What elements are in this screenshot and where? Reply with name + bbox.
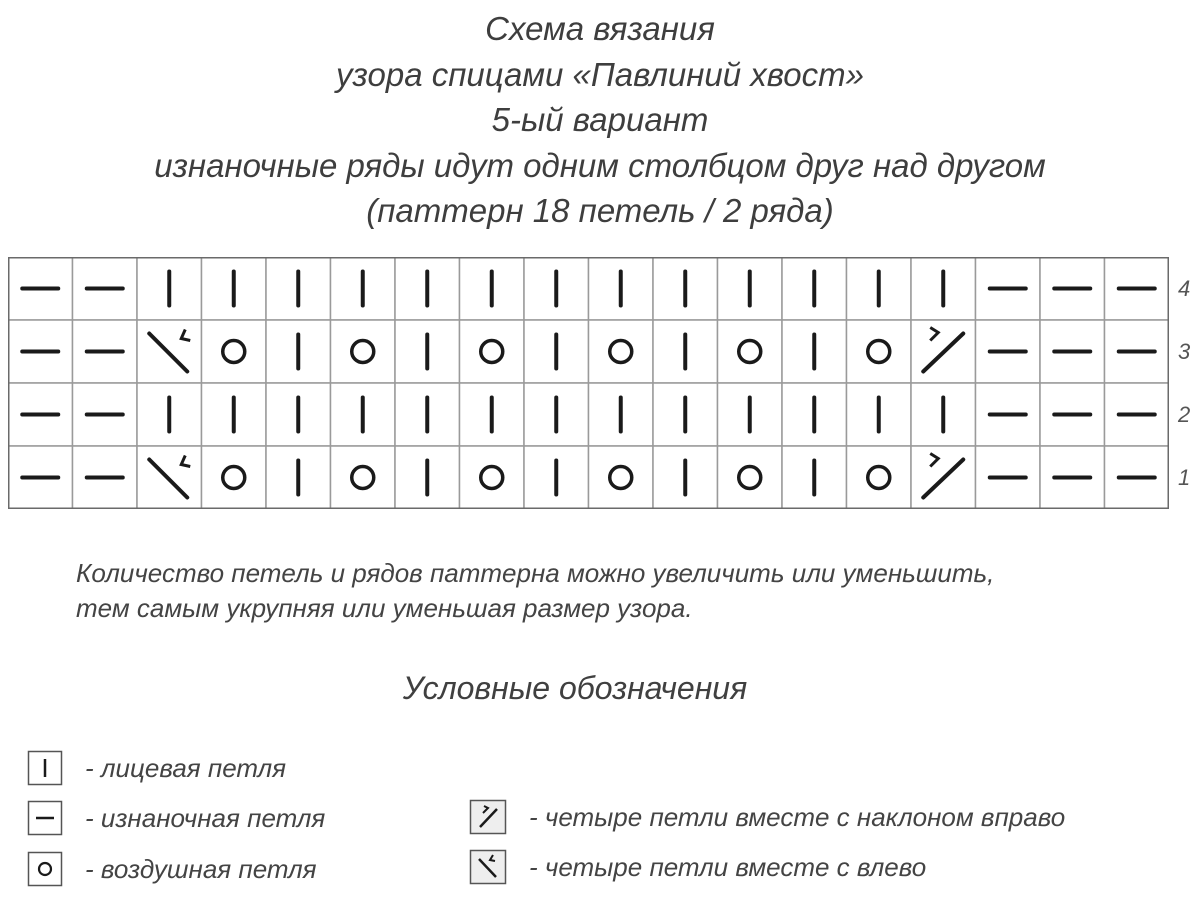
legend-label-four-together-right: - четыре петли вместе с наклоном вправо <box>529 802 1066 832</box>
chart-cell-yarn-over <box>202 320 267 383</box>
chart-cell-yarn-over <box>460 320 525 383</box>
title-line-1: Схема вязания <box>485 10 715 47</box>
chart-cell-knit-stitch <box>202 383 267 446</box>
note-line-2: тем самым укрупняя или уменьшая размер узора. <box>76 593 693 623</box>
knitting-chart-grid <box>8 257 1169 509</box>
chart-cell-knit-stitch <box>524 257 589 320</box>
chart-cell-yarn-over <box>331 320 396 383</box>
chart-cell-knit-stitch <box>718 257 783 320</box>
chart-cell-knit-stitch <box>266 257 331 320</box>
chart-cell-knit-stitch <box>847 383 912 446</box>
chart-cell-purl-stitch <box>73 320 138 383</box>
chart-cell-knit-stitch <box>266 383 331 446</box>
chart-cell-yarn-over <box>589 446 654 509</box>
chart-cell-knit-stitch <box>137 383 202 446</box>
chart-cell-purl-stitch <box>8 257 73 320</box>
four-together-right-icon <box>469 799 507 835</box>
chart-cell-knit-stitch <box>202 257 267 320</box>
chart-cell-knit-stitch <box>137 257 202 320</box>
chart-cell-purl-stitch <box>73 257 138 320</box>
chart-cell-knit-stitch <box>395 446 460 509</box>
chart-cell-knit-stitch <box>395 320 460 383</box>
chart-cell-knit-stitch <box>911 257 976 320</box>
chart-cell-knit-stitch <box>653 383 718 446</box>
row-number-3: 3 <box>1178 339 1191 364</box>
row-number-1: 1 <box>1178 465 1191 490</box>
chart-cell-purl-stitch <box>976 446 1041 509</box>
chart-cell-yarn-over <box>331 446 396 509</box>
legend-item-yarn-over <box>27 851 407 887</box>
chart-cell-purl-stitch <box>1105 446 1170 509</box>
chart-cell-knit-stitch <box>331 257 396 320</box>
legend-item-four-together-right <box>469 799 1169 835</box>
legend-label-yarn-over: - воздушная петля <box>85 854 317 884</box>
title-line-4: изнаночные ряды идут одним столбцом друг над другом <box>154 146 1046 184</box>
chart-cell-knit-stitch <box>266 320 331 383</box>
chart-cell-four-together-right <box>911 320 976 383</box>
chart-cell-knit-stitch <box>782 446 847 509</box>
chart-cell-knit-stitch <box>589 257 654 320</box>
legend-label-purl: - изнаночная петля <box>85 803 326 833</box>
chart-cell-knit-stitch <box>395 257 460 320</box>
note-line-1: Количество петель и рядов паттерна можно увеличить или уменьшить, <box>76 558 995 588</box>
chart-cell-purl-stitch <box>976 383 1041 446</box>
four-together-left-icon <box>469 849 507 885</box>
chart-cell-knit-stitch <box>847 257 912 320</box>
chart-cell-knit-stitch <box>653 446 718 509</box>
chart-cell-knit-stitch <box>589 383 654 446</box>
chart-cell-purl-stitch <box>1040 320 1105 383</box>
row-number-4: 4 <box>1178 276 1191 301</box>
legend-title: Условные обозначения <box>402 670 748 706</box>
row-number-2: 2 <box>1178 402 1191 427</box>
yarn-over-icon <box>27 851 63 887</box>
knit-stitch-icon <box>27 750 63 786</box>
chart-cell-purl-stitch <box>1040 446 1105 509</box>
chart-cell-purl-stitch <box>8 383 73 446</box>
legend-item-purl <box>27 800 407 836</box>
chart-cell-yarn-over <box>202 446 267 509</box>
pattern-note <box>76 556 1176 626</box>
chart-cell-purl-stitch <box>976 257 1041 320</box>
chart-cell-purl-stitch <box>8 320 73 383</box>
chart-cell-yarn-over <box>718 320 783 383</box>
chart-cell-purl-stitch <box>8 446 73 509</box>
chart-title <box>0 6 1200 234</box>
purl-stitch-icon <box>27 800 63 836</box>
chart-cell-knit-stitch <box>782 320 847 383</box>
legend-item-four-together-left <box>469 849 1169 885</box>
chart-cell-yarn-over <box>589 320 654 383</box>
chart-cell-knit-stitch <box>911 383 976 446</box>
chart-cell-purl-stitch <box>1105 383 1170 446</box>
chart-cell-yarn-over <box>847 320 912 383</box>
chart-cell-purl-stitch <box>73 383 138 446</box>
legend-label-four-together-left: - четыре петли вместе с влево <box>529 852 927 882</box>
chart-cell-knit-stitch <box>460 383 525 446</box>
chart-cell-yarn-over <box>847 446 912 509</box>
chart-cell-knit-stitch <box>653 320 718 383</box>
chart-cell-four-together-left <box>137 446 202 509</box>
title-line-2: узора спицами «Павлиний хвост» <box>336 55 864 93</box>
legend-item-knit <box>27 750 407 786</box>
title-line-3: 5-ый вариант <box>491 101 709 138</box>
chart-cell-yarn-over <box>718 446 783 509</box>
chart-cell-yarn-over <box>460 446 525 509</box>
chart-cell-purl-stitch <box>1040 383 1105 446</box>
chart-cell-knit-stitch <box>460 257 525 320</box>
chart-cell-knit-stitch <box>782 257 847 320</box>
chart-cell-knit-stitch <box>653 257 718 320</box>
chart-cell-knit-stitch <box>266 446 331 509</box>
chart-cell-knit-stitch <box>524 383 589 446</box>
chart-cell-purl-stitch <box>73 446 138 509</box>
chart-cell-purl-stitch <box>1105 320 1170 383</box>
knitting-chart <box>8 257 1169 509</box>
chart-cell-four-together-left <box>137 320 202 383</box>
chart-cell-purl-stitch <box>1040 257 1105 320</box>
chart-cell-knit-stitch <box>782 383 847 446</box>
chart-cell-knit-stitch <box>395 383 460 446</box>
chart-cell-knit-stitch <box>524 446 589 509</box>
chart-cell-knit-stitch <box>524 320 589 383</box>
chart-cell-knit-stitch <box>331 383 396 446</box>
chart-cell-knit-stitch <box>718 383 783 446</box>
chart-cell-purl-stitch <box>1105 257 1170 320</box>
row-numbers <box>1178 257 1198 509</box>
chart-cell-purl-stitch <box>976 320 1041 383</box>
title-line-5: (паттерн 18 петель / 2 ряда) <box>366 192 834 229</box>
chart-cell-four-together-right <box>911 446 976 509</box>
legend-label-knit: - лицевая петля <box>85 753 287 783</box>
